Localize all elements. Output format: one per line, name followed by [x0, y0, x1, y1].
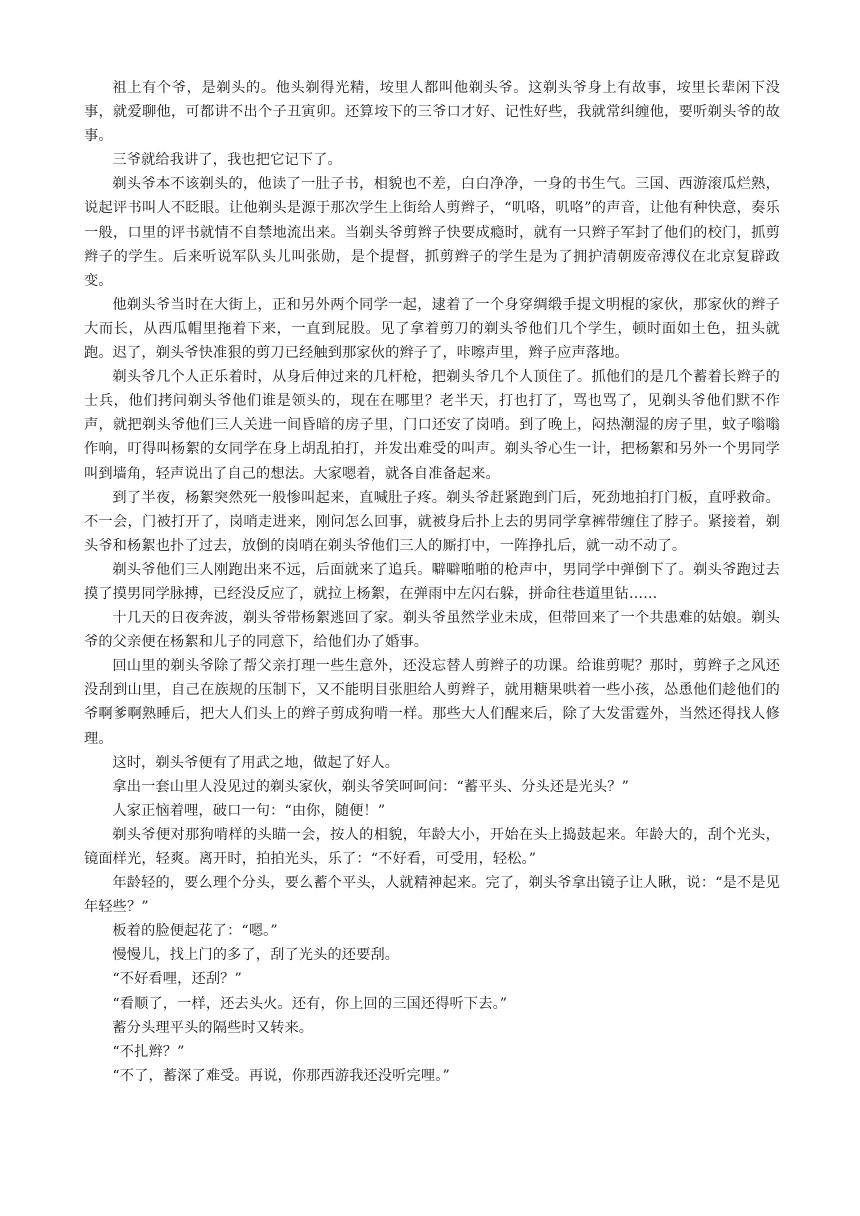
paragraph: 这时，剃头爷便有了用武之地，做起了好人。	[112, 754, 400, 771]
paragraph: 剃头爷他们三人刚跑出来不远，后面就来了追兵。噼噼啪啪的枪声中，男同学中弹倒下了。剃头爷跑过去摸了摸男同学脉搏，已经没反应了，就拉上杨絮，在弹雨中左闪右躲，拼命往巷道里钻……	[84, 561, 780, 602]
paragraph: 人家正恼着哩，破口一句：“由你，随便！”	[112, 802, 386, 819]
paragraph: 三爷就给我讲了，我也把它记下了。	[112, 152, 342, 169]
paragraph: 回山里的剃头爷除了帮父亲打理一些生意外，还没忘替人剪辫子的功课。给谁剪呢？那时，剪辫子之风还没刮到山里，自己在族规的压制下，又不能明目张胆给人剪辫子，就用糖果哄着一些小孩，怂恿他们趁他们的爷啊爹啊熟睡后，把大人们头上的辫子剪成狗啃一样。那些大人们醒来后，除了大发雷霆外，当然还得找人修理。	[84, 658, 780, 747]
paragraph: 年龄轻的，要么理个分头，要么蓄个平头，人就精神起来。完了，剃头爷拿出镜子让人瞅，说：“是不是见年轻些？”	[84, 875, 780, 916]
paragraph: 慢慢儿，找上门的多了，刮了光头的还要刮。	[112, 947, 400, 964]
paragraph: 剃头爷便对那狗啃样的头瞄一会，按人的相貌，年龄大小，开始在头上捣鼓起来。年龄大的，刮个光头，镜面样光，轻爽。离开时，拍拍光头，乐了：“不好看，可受用，轻松。”	[84, 826, 780, 867]
paragraph: “不好看哩，还刮？”	[112, 971, 242, 988]
paragraph: “不了，蓄深了难受。再说，你那西游我还没听完哩。”	[112, 1067, 450, 1084]
paragraph: 十几天的日夜奔波，剃头爷带杨絮逃回了家。剃头爷虽然学业未成，但带回来了一个共患难的姑娘。剃头爷的父亲便在杨絮和儿子的同意下，给他们办了婚事。	[84, 610, 780, 651]
paragraph: 剃头爷本不该剃头的，他读了一肚子书，相貌也不差，白白净净，一身的书生气。三国、西游滚瓜烂熟，说起评书叫人不眨眼。让他剃头是源于那次学生上街给人剪辫子，“叽咯，叽咯”的声音，让他有种快意，奏乐一般，口里的评书就情不自禁地流出来。当剃头爷剪辫子快要成瘾时，就有一只辫子军封了他们的校门，抓剪辫子的学生。后来听说军队头儿叫张勋，是个提督，抓剪辫子的学生是为了拥护清朝废帝溥仪在北京复辟政变。	[84, 176, 780, 289]
paragraph: 板着的脸便起花了：“嗯。”	[112, 923, 278, 940]
paragraph: 到了半夜，杨絮突然死一般惨叫起来，直喊肚子疼。剃头爷赶紧跑到门后，死劲地拍打门板，直呼救命。不一会，门被打开了，岗哨走进来，刚问怎么回事，就被身后扑上去的男同学拿裤带缠住了脖子。紧接着，剃头爷和杨絮也扑了过去，放倒的岗哨在剃头爷他们三人的厮打中，一阵挣扎后，就一动不动了。	[84, 489, 780, 554]
paragraph: 蓄分头理平头的隔些时又转来。	[112, 1019, 314, 1036]
article-body	[84, 76, 780, 1088]
paragraph: “看顺了，一样，还去头火。还有，你上回的三国还得听下去。”	[112, 995, 508, 1012]
paragraph: 剃头爷几个人正乐着时，从身后伸过来的几杆枪，把剃头爷几个人顶住了。抓他们的是几个蓄着长辫子的士兵，他们拷问剃头爷他们谁是领头的，现在在哪里？老半天，打也打了，骂也骂了，见剃头爷他们默不作声，就把剃头爷他们三人关进一间昏暗的房子里，门口还安了岗哨。到了晚上，闷热潮湿的房子里，蚊子嗡嗡作响，叮得叫杨絮的女同学在身上胡乱拍打，并发出难受的叫声。剃头爷心生一计，把杨絮和另外一个男同学叫到墙角，轻声说出了自己的想法。大家嗯着，就各自准备起来。	[84, 369, 780, 482]
paragraph: 拿出一套山里人没见过的剃头家伙，剃头爷笑呵呵问：“蓄平头、分头还是光头？”	[112, 778, 630, 795]
paragraph: 祖上有个爷，是剃头的。他头剃得光精，垵里人都叫他剃头爷。这剃头爷身上有故事，垵里长辈闲下没事，就爱聊他，可都讲不出个子丑寅卯。还算垵下的三爷口才好、记性好些，我就常纠缠他，要听剃头爷的故事。	[84, 80, 780, 145]
paragraph: “不扎辫？”	[112, 1043, 185, 1060]
paragraph: 他剃头爷当时在大街上，正和另外两个同学一起，逮着了一个身穿绸缎手提文明棍的家伙，那家伙的辫子大而长，从西瓜帽里拖着下来，一直到屁股。见了拿着剪刀的剃头爷他们几个学生，顿时面如土色，扭头就跑。迟了，剃头爷快准狠的剪刀已经触到那家伙的辫子了，咔嚓声里，辫子应声落地。	[84, 296, 780, 362]
